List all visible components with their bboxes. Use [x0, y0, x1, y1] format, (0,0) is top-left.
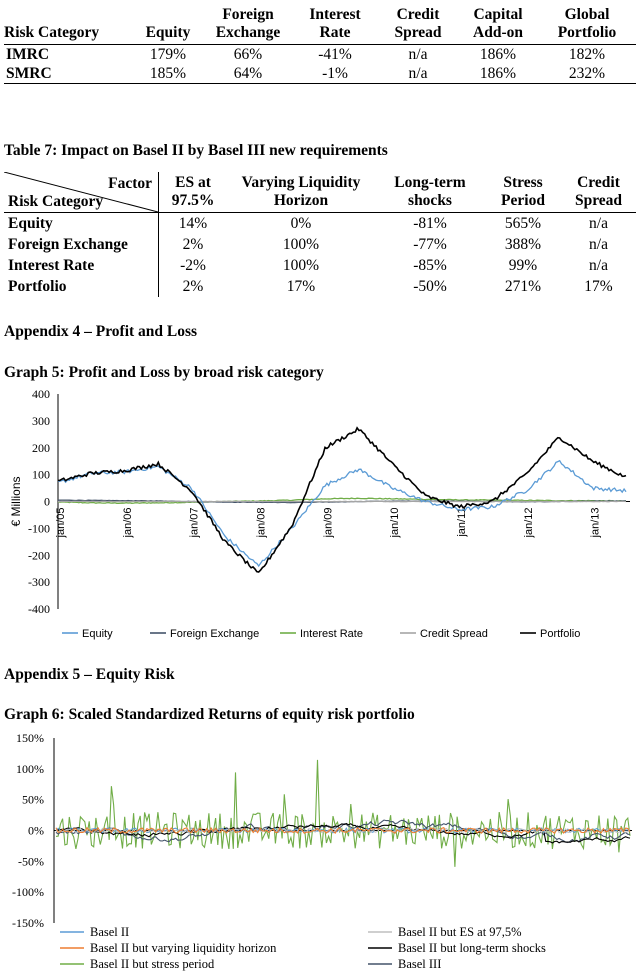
table7-cell: Equity [4, 213, 159, 235]
table-row [4, 213, 636, 235]
graph5-xtick-label: jan/12 [522, 507, 535, 538]
table7-cell: Foreign Exchange [4, 234, 159, 255]
graph5-xtick-label: jan/08 [255, 507, 268, 538]
table7-header-credit: Credit Spread [561, 172, 636, 213]
table6-header-global: Global Portfolio [538, 6, 636, 45]
table6-header-fx: Foreign Exchange [204, 6, 292, 45]
table6-cell: 232% [568, 65, 606, 82]
graph5-legend-label: Interest Rate [300, 628, 363, 640]
graph6-ytick-label: -100% [12, 885, 44, 900]
table6-cell: 182% [568, 46, 606, 63]
table7-header-stress: Stress Period [485, 172, 561, 213]
table-row [4, 255, 636, 276]
graph5-xtick-label: jan/06 [121, 507, 134, 538]
table7-cell: 565% [504, 215, 542, 232]
table6-cell: -41% [318, 46, 352, 63]
graph6-ytick-label: 150% [16, 731, 44, 745]
graph5-ytick-label: 0 [44, 494, 50, 509]
graph5-legend-label: Portfolio [540, 628, 581, 640]
table7-cell: 17% [584, 278, 613, 295]
table7-cell: 17% [286, 278, 316, 295]
table6-cell: n/a [408, 65, 428, 82]
table7-cell: 2% [182, 236, 204, 253]
graph5-ytick-label: 100 [32, 467, 50, 482]
graph5-legend-label: Equity [82, 628, 113, 640]
graph5-ytick-label: -400 [28, 602, 50, 616]
graph5-xtick-label: jan/11 [455, 507, 468, 537]
graph6-ytick-label: -150% [12, 916, 44, 930]
graph6-series-line [56, 760, 630, 867]
table-row [4, 276, 636, 297]
graph5-ytick-label: -100 [28, 521, 50, 536]
table6-cell: IMRC [6, 46, 50, 63]
graph5-legend-label: Foreign Exchange [170, 628, 260, 640]
graph6-ytick-label: 100% [16, 761, 44, 776]
table7-cell: 99% [508, 257, 538, 274]
table7-corner-header [4, 172, 159, 213]
graph5-xtick-label: jan/05 [55, 507, 67, 538]
table-row [4, 234, 636, 255]
table6-cell: 186% [479, 65, 517, 82]
table7-cell: 271% [504, 278, 542, 295]
table6-cell: 66% [233, 46, 263, 63]
table6-header-ir: Interest Rate [292, 6, 378, 45]
graph5-ylabel: € Millions [9, 476, 23, 527]
graph6-ytick-label: 0% [28, 823, 44, 838]
graph6-legend-label: Basel II but long-term shocks [398, 941, 546, 955]
table7-cell: 0% [290, 215, 312, 232]
graph5-series-line [58, 461, 626, 566]
graph5-ytick-label: -300 [28, 575, 50, 590]
graph5-xtick-label: jan/07 [188, 507, 201, 538]
table7-corner-risk: Risk Category [8, 193, 104, 210]
table6-header-risk: Risk Category [4, 6, 132, 45]
appendix5-heading: Appendix 5 – Equity Risk [4, 666, 175, 683]
graph6-legend-label: Basel II but stress period [90, 957, 215, 971]
table6-header-addon: Capital Add-on [458, 6, 538, 45]
graph6-caption: Graph 6: Scaled Standardized Returns of equity risk portfolio [4, 706, 415, 723]
graph5-caption: Graph 5: Profit and Loss by broad risk category [4, 364, 324, 381]
table6-cell: n/a [408, 46, 428, 63]
table7-cell: -85% [413, 257, 447, 274]
table7 [4, 172, 636, 297]
table7-cell: 100% [282, 257, 320, 274]
table7-cell: n/a [589, 215, 608, 232]
table6-cell: 186% [479, 46, 517, 63]
graph5-legend-label: Credit Spread [420, 628, 488, 640]
table6-cell: -1% [322, 65, 348, 82]
table7-header-longterm: Long-term shocks [375, 172, 485, 213]
graph6-legend-label: Basel II [90, 925, 130, 939]
table7-cell: 2% [182, 278, 204, 295]
table7-caption: Table 7: Impact on Basel II by Basel III new requirements [4, 142, 388, 159]
table6 [4, 6, 636, 84]
graph5-ytick-label: 200 [32, 440, 50, 455]
appendix4-heading: Appendix 4 – Profit and Loss [4, 323, 198, 340]
table7-cell: Portfolio [4, 276, 159, 297]
table7-header-row [4, 172, 636, 213]
graph6-legend-label: Basel III [398, 957, 442, 971]
graph6-chart [0, 728, 640, 973]
table6-header-row [4, 6, 636, 45]
graph6-legend-label: Basel II but varying liquidity horizon [90, 941, 277, 955]
graph5-xtick-label: jan/13 [589, 507, 602, 538]
table7-header-liquidity: Varying Liquidity Horizon [227, 172, 375, 213]
table6-header-equity: Equity [132, 6, 204, 45]
table7-cell: Interest Rate [4, 255, 159, 276]
table7-header-es: ES at 97.5% [159, 172, 228, 213]
table6-header-cs: Credit Spread [378, 6, 458, 45]
graph6-ytick-label: 50% [22, 792, 44, 807]
table7-cell: -50% [413, 278, 447, 295]
table6-cell: 64% [233, 65, 263, 82]
table6-cell: 179% [149, 46, 187, 63]
graph5-xtick-label: jan/09 [322, 507, 335, 538]
table-row [4, 64, 636, 84]
table-row [4, 45, 636, 65]
table7-cell: 388% [504, 236, 542, 253]
table7-cell: 100% [282, 236, 320, 253]
table7-cell: n/a [589, 236, 608, 253]
table7-cell: n/a [589, 257, 608, 274]
table6-cell: 185% [149, 65, 187, 82]
graph5-ytick-label: -200 [28, 548, 50, 563]
graph5-xtick-label: jan/10 [389, 507, 402, 538]
graph6-ytick-label: -50% [18, 854, 44, 869]
graph5-ytick-label: 300 [32, 413, 50, 428]
table7-cell: 14% [178, 215, 208, 232]
table6-cell: SMRC [6, 65, 52, 82]
graph5-chart [0, 384, 640, 646]
table7-cell: -77% [413, 236, 447, 253]
table7-cell: -2% [180, 257, 206, 274]
table7-corner-factor: Factor [108, 175, 152, 192]
graph6-legend-label: Basel II but ES at 97,5% [398, 925, 522, 939]
graph5-ytick-label: 400 [32, 387, 50, 401]
table7-cell: -81% [413, 215, 447, 232]
